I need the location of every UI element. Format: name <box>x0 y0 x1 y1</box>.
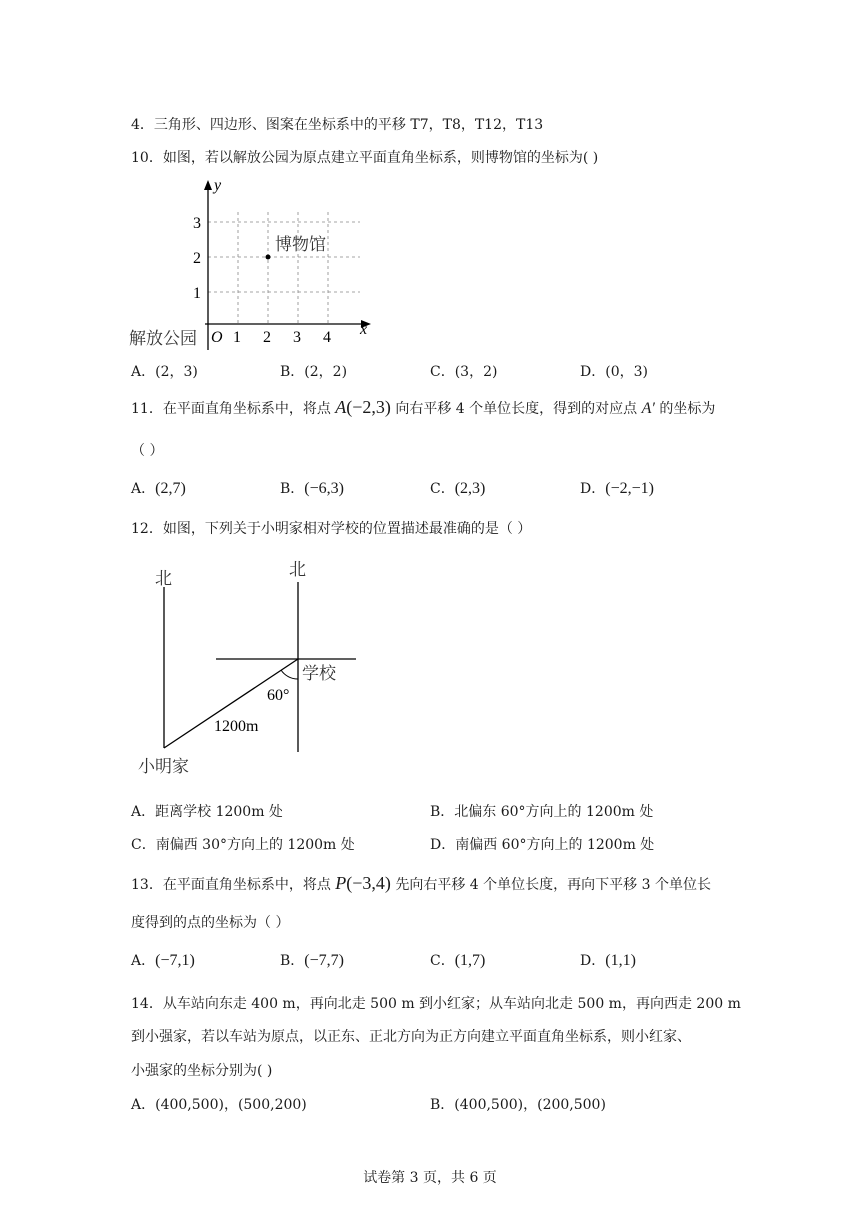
q12-stem: 12．如图，下列关于小明家相对学校的位置描述最准确的是（ ） <box>131 521 532 537</box>
q10-y-label: y <box>214 177 222 194</box>
angle-label: 60° <box>267 687 290 704</box>
north-left-label: 北 <box>155 569 172 589</box>
q11-blank: （ ） <box>131 443 164 459</box>
q10-x-label: x <box>360 321 368 338</box>
q10-option-d: D．(0，3) <box>580 364 648 380</box>
q11-option-a: A．(2,7) <box>131 480 186 497</box>
school-label: 学校 <box>302 664 336 684</box>
q12-option-b: B．北偏东 60°方向上的 1200m 处 <box>430 804 654 820</box>
q10-x-tick-3: 3 <box>293 329 301 346</box>
q11-option-c: C．(2,3) <box>430 480 486 497</box>
q10-x-tick-2: 2 <box>263 329 271 346</box>
q12-direction-figure <box>130 552 370 782</box>
north-right-label: 北 <box>289 560 306 580</box>
park-label: 解放公园 <box>129 329 197 349</box>
home-label: 小明家 <box>138 757 189 777</box>
q11-option-d: D．(−2,−1) <box>580 480 654 497</box>
distance-label: 1200m <box>214 718 259 735</box>
q10-coordinate-figure <box>125 172 385 352</box>
q10-x-tick-1: 1 <box>233 329 241 346</box>
q10-y-tick-2: 2 <box>193 250 201 267</box>
q10-y-tick-3: 3 <box>193 215 201 232</box>
q14-stem-line2: 到小强家，若以车站为原点，以正东、正北方向为正方向建立平面直角坐标系，则小红家、 <box>131 1029 691 1045</box>
q10-option-b: B．(2，2) <box>280 364 348 380</box>
section-heading: 4．三角形、四边形、图案在坐标系中的平移 T7，T8，T12，T13 <box>131 117 544 133</box>
q14-stem-line1: 14．从车站向东走 400 m，再向北走 500 m 到小红家；从车站向北走 500 m，再向西走 200 m <box>131 996 741 1012</box>
page-footer: 试卷第 3 页，共 6 页 <box>363 1170 497 1186</box>
q10-option-c: C．(3，2) <box>430 364 498 380</box>
museum-label: 博物馆 <box>275 235 326 255</box>
q13-stem-line1: 13．在平面直角坐标系中，将点 P(−3,4) 先向右平移 4 个单位长度，再向下平移 3 个单位长 <box>131 873 711 893</box>
q10-x-tick-4: 4 <box>323 329 331 346</box>
q10-y-tick-1: 1 <box>193 285 201 302</box>
q12-option-d: D．南偏西 60°方向上的 1200m 处 <box>430 837 655 853</box>
angle-arc <box>281 670 298 679</box>
q10-option-a: A．(2，3) <box>131 364 198 380</box>
q11-stem: 11．在平面直角坐标系中，将点 A(−2,3) 向右平移 4 个单位长度，得到的对应点 A′ 的坐标为 <box>131 397 716 417</box>
q11-option-b: B．(−6,3) <box>280 480 344 497</box>
q12-option-c: C．南偏西 30°方向上的 1200m 处 <box>131 837 355 853</box>
q14-stem-line3: 小强家的坐标分别为( ) <box>131 1063 273 1079</box>
q13-option-b: B．(−7,7) <box>280 952 344 969</box>
q14-option-a: A．(400,500)，(500,200) <box>131 1097 307 1113</box>
q12-option-a: A．距离学校 1200m 处 <box>131 804 283 820</box>
museum-point <box>266 255 271 260</box>
q10-y-arrow <box>204 180 212 190</box>
q13-stem-line2: 度得到的点的坐标为（ ） <box>131 915 290 931</box>
q13-option-a: A．(−7,1) <box>131 952 195 969</box>
q10-stem: 10．如图，若以解放公园为原点建立平面直角坐标系，则博物馆的坐标为( ) <box>131 150 599 166</box>
q10-origin-label: O <box>211 329 223 346</box>
q14-option-b: B．(400,500)，(200,500) <box>430 1097 606 1113</box>
q13-option-c: C．(1,7) <box>430 952 486 969</box>
q13-option-d: D．(1,1) <box>580 952 636 969</box>
